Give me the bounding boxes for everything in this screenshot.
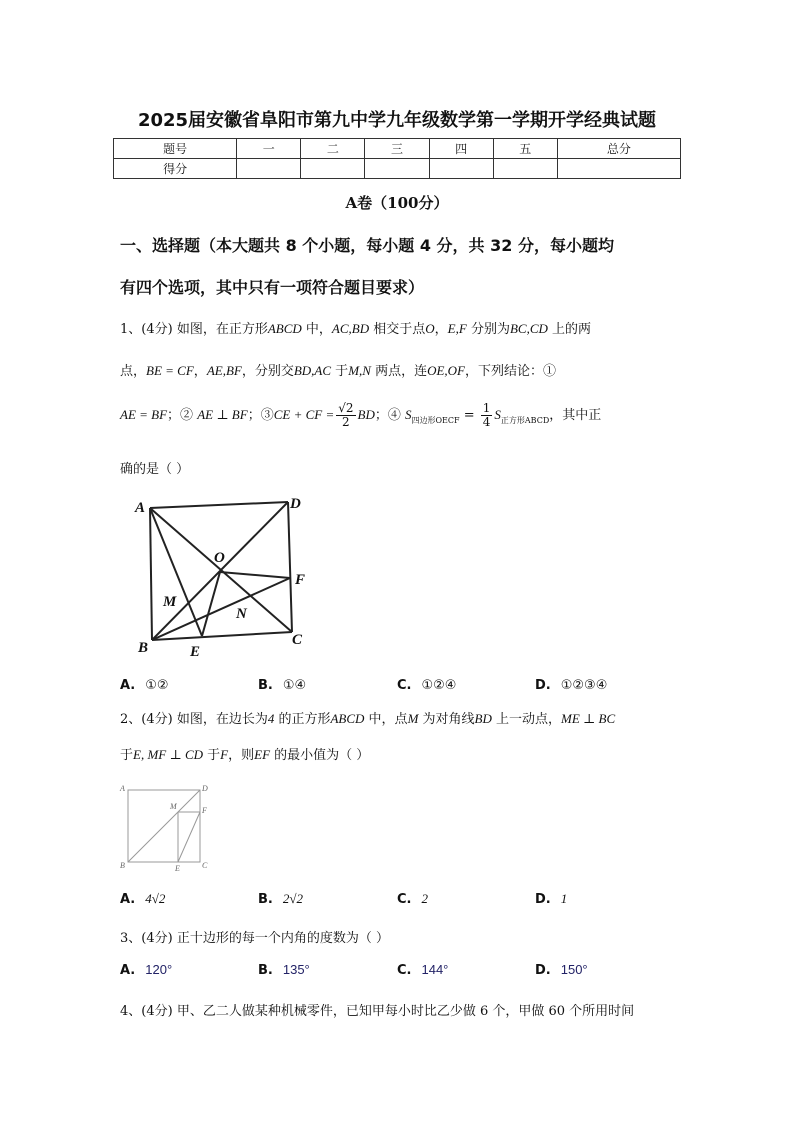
score-cell: 二 (301, 139, 365, 159)
section-a-heading: A卷（100分） (345, 194, 449, 212)
q1-figure (130, 492, 330, 662)
q3-option-b[interactable]: B. 135° (258, 962, 310, 978)
fig-label: C (202, 861, 208, 870)
score-cell: 四 (429, 139, 493, 159)
score-cell: 三 (365, 139, 429, 159)
fig-label: F (295, 572, 306, 588)
q1-line4: 确的是（ ） (120, 462, 190, 477)
q4-text: 4、(4分) 甲、乙二人做某种机械零件，已知甲每小时比乙少做 6 个，甲做 60 个所用时间 (120, 1004, 635, 1019)
q3-text: 3、(4分) 正十边形的每一个内角的度数为（ ） (120, 931, 389, 946)
score-cell: 总分 (557, 139, 680, 159)
q2-line1: 2、(4分) 如图，在边长为4 的正方形ABCD 中，点M 为对角线BD 上一动点，ME ⊥ BC (120, 711, 616, 727)
q3-option-d[interactable]: D. 150° (535, 962, 588, 978)
score-cell: 题号 (114, 139, 237, 159)
score-input-cell[interactable] (429, 159, 493, 179)
fig-label: D (290, 496, 301, 512)
q1-option-c[interactable]: C. ①②④ (397, 678, 457, 693)
fig-label: F (202, 806, 207, 815)
score-cell: 一 (237, 139, 301, 159)
q1-line2: 点，BE = CF，AE,BF，分别交BD,AC 于M,N 两点，连OE,OF，下列结论：① (120, 363, 557, 379)
fig-label: B (138, 640, 149, 656)
q2-option-c[interactable]: C. 2 (397, 891, 428, 907)
score-input-cell[interactable] (365, 159, 429, 179)
q1-option-b[interactable]: B. ①④ (258, 678, 307, 693)
score-input-cell[interactable] (237, 159, 301, 179)
fig-label: M (170, 802, 177, 811)
page-title: 2025届安徽省阜阳市第九中学九年级数学第一学期开学经典试题 (137, 110, 657, 131)
q2-option-d[interactable]: D. 1 (535, 891, 568, 907)
q2-figure (118, 780, 218, 872)
part1-heading-line2: 有四个选项，其中只有一项符合题目要求） (120, 278, 425, 297)
q1-option-d[interactable]: D. ①②③④ (535, 678, 608, 693)
fig-label: A (135, 500, 146, 516)
q2-line2: 于E, MF ⊥ CD 于F，则EF 的最小值为（ ） (120, 747, 370, 763)
score-cell: 得分 (114, 159, 237, 179)
fig-label: E (175, 864, 180, 872)
fig-label: O (214, 550, 225, 566)
score-table-header-row (114, 139, 681, 159)
part1-heading-line1: 一、选择题（本大题共 8 个小题，每小题 4 分，共 32 分，每小题均 (120, 236, 614, 255)
fig-label: D (202, 784, 208, 793)
score-cell: 五 (493, 139, 557, 159)
score-table-score-row (114, 159, 681, 179)
score-table (113, 138, 681, 179)
fig-label: E (190, 644, 201, 660)
fraction: $\frac{1}{4}$ (482, 401, 491, 430)
fig-label: M (163, 594, 177, 610)
fig-label: B (120, 861, 125, 870)
q1-line3: AE = BF；② AE ⊥ BF；③CE + CF = $\frac{√2}{2}$ BD；④ $S_{四边形OECF}$ = $\frac{1}{4}$ $S_{正方形ABCD}$，其中正 (120, 401, 602, 430)
score-input-cell[interactable] (493, 159, 557, 179)
q1-line1: 1、(4分) 如图，在正方形ABCD 中，AC,BD 相交于点O，E,F 分别为BC,CD 上的两 (120, 321, 592, 337)
q1-option-a[interactable]: A. ①② (120, 678, 169, 693)
fig-label: A (120, 784, 125, 793)
fig-label: C (292, 632, 303, 648)
score-input-cell[interactable] (301, 159, 365, 179)
q3-option-c[interactable]: C. 144° (397, 962, 449, 978)
q2-option-b[interactable]: B. 2√2 (258, 891, 303, 907)
q2-option-a[interactable]: A. 4√2 (120, 891, 166, 907)
fig-label: N (236, 606, 247, 622)
q3-option-a[interactable]: A. 120° (120, 962, 173, 978)
fraction: $\frac{√2}{2}$ (338, 401, 354, 430)
score-input-cell[interactable] (557, 159, 680, 179)
